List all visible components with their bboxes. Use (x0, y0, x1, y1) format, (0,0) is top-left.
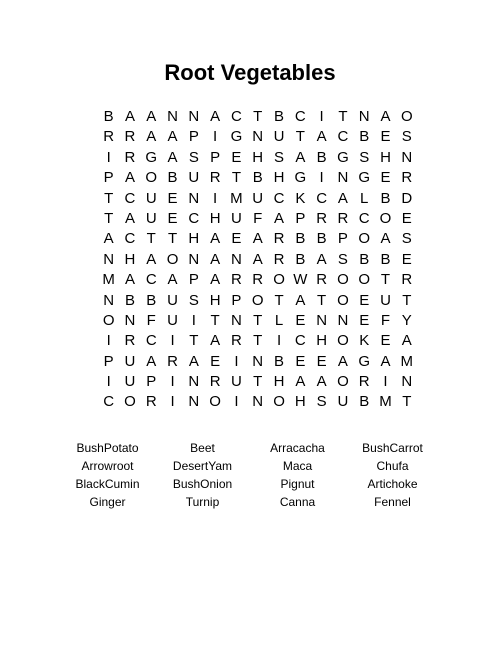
grid-row (98, 127, 417, 147)
grid-letter: R (316, 209, 328, 227)
grid-letter: A (274, 209, 285, 227)
grid-letter: T (380, 271, 391, 289)
grid-letter: A (124, 108, 135, 125)
grid-letter: B (359, 393, 370, 411)
grid-letter: B (380, 189, 391, 207)
grid-letter: B (295, 250, 306, 268)
grid-letter: S (401, 230, 412, 248)
grid-letter: R (103, 128, 115, 146)
grid-letter: C (124, 189, 136, 207)
grid-letter: N (188, 189, 200, 207)
grid-letter: M (400, 352, 414, 370)
grid-letter: E (380, 128, 391, 146)
grid-letter: R (209, 169, 221, 187)
grid-row (98, 168, 417, 188)
grid-letter: E (380, 169, 391, 187)
grid-letter: U (167, 311, 178, 329)
grid-letter: R (124, 128, 136, 146)
grid-letter: A (146, 250, 157, 268)
grid-letter: D (401, 189, 413, 207)
grid-letter: T (274, 291, 284, 309)
word-item: BushCarrot (362, 441, 423, 455)
grid-row (98, 148, 417, 168)
grid-letter: U (273, 128, 285, 146)
grid-letter: H (188, 230, 200, 248)
grid-letter: R (401, 271, 413, 289)
grid-letter: N (252, 128, 264, 146)
grid-letter: U (337, 393, 349, 411)
grid-letter: T (146, 230, 156, 248)
word-item: Chufa (376, 459, 409, 473)
grid-letter: T (231, 169, 242, 187)
grid-letter: B (252, 169, 263, 187)
grid-letter: O (337, 271, 349, 289)
grid-letter: N (252, 393, 264, 411)
grid-letter: M (379, 393, 392, 411)
grid-letter: A (337, 189, 348, 207)
word-list (60, 440, 440, 511)
grid-letter: A (124, 209, 135, 227)
grid-row (98, 229, 417, 249)
grid-letter: N (231, 250, 242, 268)
grid-letter: A (188, 352, 199, 370)
grid-letter: E (167, 189, 178, 207)
grid-letter: U (124, 352, 136, 370)
grid-letter: A (146, 128, 157, 146)
grid-letter: I (213, 128, 218, 146)
word-item: Arrowroot (81, 459, 134, 473)
word-item: Arracacha (270, 441, 325, 455)
grid-letter: C (337, 128, 349, 146)
grid-letter: R (124, 332, 136, 350)
grid-letter: A (210, 230, 221, 248)
word-item: BlackCumin (75, 477, 140, 491)
grid-letter: H (273, 169, 285, 187)
grid-letter: S (359, 148, 370, 166)
grid-letter: B (380, 250, 391, 268)
grid-letter: C (188, 209, 200, 227)
grid-letter: R (273, 250, 285, 268)
grid-letter: H (380, 148, 391, 166)
grid-letter: O (358, 271, 371, 289)
grid-letter: B (316, 230, 327, 248)
grid-letter: C (145, 332, 157, 350)
grid-letter: O (273, 393, 285, 411)
grid-letter: A (210, 271, 221, 289)
grid-letter: T (189, 332, 199, 350)
grid-letter: S (188, 291, 199, 309)
grid-letter: S (316, 393, 327, 411)
grid-letter: E (295, 352, 306, 370)
grid-letter: T (104, 189, 114, 207)
grid-letter: M (230, 189, 243, 207)
grid-letter: S (401, 128, 412, 146)
grid-letter: N (103, 250, 115, 268)
grid-letter: E (401, 209, 412, 227)
grid-letter: A (167, 128, 178, 146)
grid-letter: N (167, 108, 178, 125)
grid-row (98, 250, 417, 270)
grid-letter: F (253, 209, 263, 227)
grid-letter: S (188, 148, 199, 166)
grid-letter: A (210, 332, 221, 350)
grid-letter: I (213, 189, 218, 207)
grid-letter: H (273, 373, 285, 391)
grid-letter: C (273, 189, 285, 207)
grid-letter: P (146, 373, 157, 391)
grid-letter: N (188, 108, 200, 125)
grid-letter: A (252, 230, 263, 248)
grid-letter: G (230, 128, 243, 146)
grid-letter: A (380, 352, 391, 370)
grid-letter: A (316, 128, 327, 146)
grid-letter: I (383, 373, 388, 391)
grid-letter: O (273, 271, 285, 289)
grid-letter: T (338, 108, 348, 125)
grid-letter: O (337, 373, 349, 391)
grid-letter: N (316, 311, 328, 329)
grid-letter: M (102, 271, 115, 289)
grid-letter: I (234, 393, 239, 411)
grid-letter: I (170, 393, 175, 411)
word-item: Canna (279, 495, 316, 509)
grid-letter: I (106, 148, 111, 166)
grid-letter: U (145, 189, 157, 207)
grid-letter: T (167, 230, 178, 248)
grid-letter: A (167, 148, 178, 166)
grid-letter: A (401, 332, 412, 350)
grid-letter: I (191, 311, 196, 329)
grid-row (98, 331, 417, 351)
grid-letter: T (253, 108, 263, 125)
grid-letter: E (359, 291, 370, 309)
grid-row (98, 270, 417, 290)
grid-letter: R (124, 148, 136, 166)
grid-letter: S (337, 250, 348, 268)
grid-letter: O (337, 332, 349, 350)
grid-letter: T (253, 311, 263, 329)
grid-letter: G (145, 148, 158, 166)
grid-letter: C (358, 209, 370, 227)
grid-letter: R (401, 169, 413, 187)
grid-row (98, 352, 417, 372)
grid-letter: E (295, 311, 306, 329)
grid-row (98, 311, 417, 331)
grid-letter: O (102, 311, 115, 329)
grid-row (98, 189, 417, 209)
grid-letter: S (274, 148, 285, 166)
grid-letter: I (319, 169, 324, 187)
grid-letter: W (293, 271, 308, 289)
grid-letter: U (231, 373, 242, 391)
grid-letter: P (103, 169, 114, 187)
grid-letter: N (401, 373, 413, 391)
grid-letter: P (188, 128, 199, 146)
grid-letter: T (295, 128, 305, 146)
grid-letter: I (106, 332, 111, 350)
grid-letter: E (380, 332, 391, 350)
grid-letter: O (337, 291, 349, 309)
grid-letter: R (252, 271, 264, 289)
grid-letter: U (252, 189, 264, 207)
grid-letter: B (167, 169, 178, 187)
word-item: Fennel (374, 495, 411, 509)
word-item: Turnip (185, 495, 220, 509)
grid-letter: A (295, 373, 306, 391)
grid-letter: B (316, 148, 327, 166)
grid-letter: A (103, 230, 114, 248)
grid-letter: F (146, 311, 156, 329)
grid-letter: A (124, 271, 135, 289)
page-title: Root Vegetables (164, 60, 336, 85)
grid-row (98, 291, 417, 311)
grid-letter: E (401, 250, 412, 268)
grid-letter: G (294, 169, 307, 187)
grid-letter: B (124, 291, 135, 309)
grid-letter: B (103, 108, 114, 125)
grid-letter: U (380, 291, 391, 309)
grid-letter: P (295, 209, 306, 227)
grid-letter: A (167, 271, 178, 289)
word-item: Pignut (280, 477, 315, 491)
grid-letter: U (124, 373, 136, 391)
grid-letter: I (234, 352, 239, 370)
grid-letter: N (103, 291, 115, 309)
grid-letter: O (251, 291, 264, 309)
grid-letter: R (231, 332, 242, 350)
grid-letter: H (124, 250, 136, 268)
grid-letter: R (316, 271, 328, 289)
grid-letter: I (170, 332, 175, 350)
grid-letter: A (337, 352, 348, 370)
grid-letter: A (210, 108, 221, 125)
grid-letter: A (252, 250, 263, 268)
grid-letter: H (209, 209, 221, 227)
letter-grid (98, 107, 417, 413)
grid-row (98, 372, 417, 392)
grid-letter: R (209, 373, 221, 391)
grid-letter: N (188, 393, 200, 411)
grid-letter: Y (401, 311, 412, 329)
grid-letter: O (400, 108, 413, 125)
word-item: BushOnion (172, 477, 233, 491)
grid-letter: P (210, 148, 221, 166)
grid-letter: R (231, 271, 242, 289)
grid-letter: N (337, 169, 349, 187)
grid-letter: O (379, 209, 392, 227)
grid-letter: T (402, 393, 412, 411)
grid-letter: U (145, 209, 157, 227)
grid-letter: A (146, 352, 157, 370)
grid-letter: G (337, 148, 349, 166)
grid-letter: H (316, 332, 328, 350)
grid-letter: A (316, 373, 327, 391)
grid-letter: N (337, 311, 349, 329)
grid-letter: P (231, 291, 242, 309)
grid-row (98, 209, 417, 229)
grid-letter: I (319, 108, 324, 125)
grid-letter: K (359, 332, 370, 350)
grid-letter: A (295, 291, 306, 309)
grid-letter: U (188, 169, 200, 187)
grid-letter: U (167, 291, 178, 309)
grid-letter: B (295, 230, 306, 248)
grid-letter: C (294, 332, 306, 350)
grid-letter: F (380, 311, 391, 329)
word-item: Beet (190, 441, 215, 455)
grid-letter: E (316, 352, 327, 370)
grid-letter: R (273, 230, 285, 248)
grid-letter: G (358, 352, 371, 370)
grid-letter: N (358, 108, 370, 125)
grid-letter: A (380, 108, 391, 125)
word-item: DesertYam (172, 459, 233, 473)
grid-letter: E (210, 352, 221, 370)
grid-letter: C (124, 230, 136, 248)
grid-letter: C (145, 271, 157, 289)
grid-letter: C (231, 108, 242, 125)
grid-letter: E (359, 311, 370, 329)
grid-letter: O (166, 250, 179, 268)
grid-letter: B (274, 352, 285, 370)
grid-letter: A (295, 148, 306, 166)
grid-letter: A (210, 250, 221, 268)
grid-letter: R (358, 373, 370, 391)
grid-letter: N (188, 250, 200, 268)
grid-letter: B (359, 128, 370, 146)
grid-letter: H (209, 291, 221, 309)
grid-letter: T (402, 291, 412, 309)
grid-letter: A (124, 169, 135, 187)
grid-letter: E (231, 148, 242, 166)
grid-letter: B (274, 108, 285, 125)
grid-letter: N (401, 148, 413, 166)
grid-letter: T (253, 332, 263, 350)
grid-letter: P (337, 230, 348, 248)
grid-letter: A (380, 230, 391, 248)
grid-letter: K (295, 189, 306, 207)
grid-letter: T (210, 311, 220, 329)
grid-letter: B (359, 250, 370, 268)
grid-letter: L (274, 311, 284, 329)
grid-letter: N (188, 373, 200, 391)
grid-letter: H (252, 148, 264, 166)
grid-letter: C (103, 393, 115, 411)
grid-letter: N (124, 311, 136, 329)
word-item: Maca (282, 459, 313, 473)
word-item: Artichoke (367, 477, 418, 491)
grid-row (98, 107, 417, 127)
grid-letter: G (358, 169, 371, 187)
grid-letter: A (316, 250, 327, 268)
grid-letter: T (104, 209, 114, 227)
grid-row (98, 392, 417, 412)
grid-letter: P (103, 352, 114, 370)
grid-letter: O (358, 230, 371, 248)
grid-letter: R (167, 352, 178, 370)
word-item: Ginger (89, 495, 126, 509)
grid-letter: O (145, 169, 158, 187)
grid-letter: C (294, 108, 306, 125)
grid-letter: H (294, 393, 306, 411)
grid-letter: I (170, 373, 175, 391)
word-item: BushPotato (76, 441, 139, 455)
grid-letter: I (276, 332, 282, 350)
grid-letter: L (360, 189, 369, 207)
grid-letter: A (146, 108, 157, 125)
grid-letter: U (231, 209, 242, 227)
grid-letter: P (188, 271, 199, 289)
grid-letter: T (317, 291, 327, 309)
grid-letter: I (106, 373, 111, 391)
grid-letter: R (145, 393, 157, 411)
grid-letter: E (167, 209, 178, 227)
grid-letter: N (231, 311, 242, 329)
grid-letter: C (316, 189, 328, 207)
grid-letter: N (252, 352, 264, 370)
grid-letter: B (146, 291, 157, 309)
grid-letter: O (209, 393, 221, 411)
grid-letter: R (337, 209, 349, 227)
grid-letter: E (231, 230, 242, 248)
grid-letter: T (253, 373, 263, 391)
grid-letter: O (124, 393, 136, 411)
